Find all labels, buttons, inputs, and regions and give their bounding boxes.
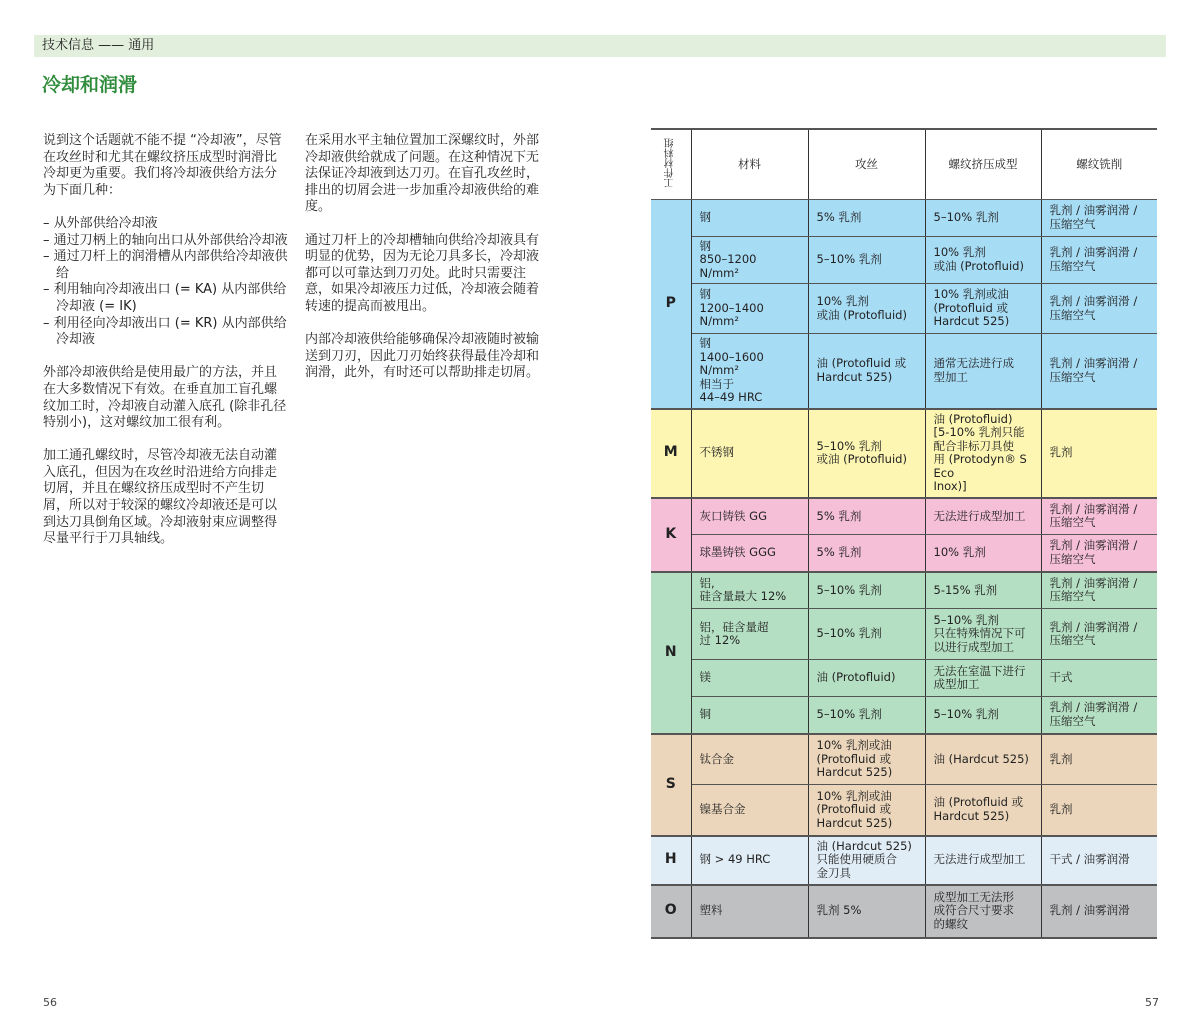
header-tapping: 攻丝 — [808, 129, 925, 199]
cell-text: 5–10% 乳剂 — [816, 252, 882, 266]
cell-forming — [925, 885, 1041, 938]
cell-text: (Protofluid 或 — [816, 802, 891, 816]
cell-text: 10% 乳剂 — [933, 245, 986, 260]
intro-paragraph: 说到这个话题就不能不提 “冷却液”，尽管在攻丝时和尤其在螺纹挤压成型时润滑比冷却更为重要。我们将冷却液供给方法分为下面几种： — [43, 133, 282, 198]
table-body — [651, 199, 1157, 938]
cell-milling — [1041, 572, 1157, 609]
table-row — [651, 572, 1157, 609]
cell-text: Hardcut 525) — [816, 765, 893, 779]
cell-forming — [925, 785, 1041, 836]
table-header-row — [651, 129, 1157, 199]
cell-text: 44–49 HRC — [699, 390, 763, 404]
cell-tapping — [808, 836, 925, 885]
cell-text: 5–10% 乳剂 — [816, 582, 882, 597]
cell-text: 的螺纹 — [933, 916, 968, 931]
cell-forming — [925, 535, 1041, 572]
middle-text-column — [305, 133, 550, 399]
cell-text: 1400–1600 N/mm² — [699, 349, 764, 377]
cell-tapping — [808, 334, 925, 409]
cell-text: 镁 — [699, 670, 711, 685]
cell-text: 850–1200 N/mm² — [699, 252, 757, 280]
cell-tapping — [808, 572, 925, 609]
cell-text: 灰口铸铁 GG — [699, 508, 767, 523]
cell-forming — [925, 284, 1041, 334]
cell-text: 10% 乳剂或油 — [816, 738, 892, 752]
cell-text: 成符合尺寸要求 — [933, 903, 1014, 918]
cell-forming — [925, 409, 1041, 498]
cell-tapping — [808, 535, 925, 572]
cell-material — [691, 572, 808, 609]
cell-text: 油 (Protofluid 或 — [933, 795, 1024, 810]
cell-milling — [1041, 836, 1157, 885]
cell-text: 压缩空气 — [1049, 589, 1096, 604]
cell-text: 只能使用硬质合 — [816, 852, 897, 867]
cell-text: 乳剂 / 油雾润滑 / — [1049, 619, 1138, 634]
table-row — [651, 199, 1157, 236]
cell-text: 只在特殊情况下可 — [933, 626, 1026, 641]
cell-text: 硅含量最大 12% — [699, 589, 787, 604]
cell-text: 铝, — [699, 575, 715, 590]
cell-milling — [1041, 409, 1157, 498]
cell-text: [5-10% 乳剂只能 — [933, 425, 1025, 439]
material-group-label: O — [651, 885, 691, 938]
material-group-label: P — [651, 199, 691, 409]
coolant-table — [651, 128, 1157, 939]
table-row — [651, 785, 1157, 836]
cell-material — [691, 609, 808, 660]
cell-text: 型加工 — [933, 369, 968, 384]
cell-material — [691, 334, 808, 409]
table-row — [651, 836, 1157, 885]
cell-text: 不锈钢 — [699, 445, 734, 460]
paragraph: 通过刀杆上的冷却槽轴向供给冷却液具有明显的优势，因为无论刀具多长，冷却液都可以可靠达到刀刃处。此时只需要注意，如果冷却液压力过低，冷却液会随着转速的提高而被甩出。 — [305, 232, 540, 314]
cell-text: 钢 — [699, 209, 711, 224]
cell-text: 球墨铸铁 GGG — [699, 545, 776, 559]
cell-forming — [925, 199, 1041, 236]
cell-tapping — [808, 697, 925, 734]
cell-forming — [925, 498, 1041, 535]
table-row — [651, 409, 1157, 498]
cell-text: 压缩空气 — [1049, 216, 1096, 231]
cell-forming — [925, 572, 1041, 609]
cell-text: 无法进行成型加工 — [933, 508, 1026, 523]
cell-text: 用 (Protodyn® S Eco — [933, 452, 1027, 480]
table-row — [651, 885, 1157, 938]
cell-text: 钢 > 49 HRC — [699, 852, 771, 867]
cell-text: 5% 乳剂 — [816, 545, 862, 559]
cell-tapping — [808, 785, 925, 836]
cell-text: 乳剂 — [1049, 802, 1073, 816]
cell-text: 5% 乳剂 — [816, 508, 862, 523]
cell-text: 乳剂 / 油雾润滑 — [1049, 903, 1130, 918]
material-group-label: H — [651, 836, 691, 885]
cell-milling — [1041, 734, 1157, 785]
cell-milling — [1041, 697, 1157, 734]
cell-text: 通常无法进行成 — [933, 356, 1014, 371]
table-row — [651, 334, 1157, 409]
cell-text: 油 (Protofluid 或 — [816, 356, 907, 371]
page-title: 冷却和润滑 — [42, 74, 138, 96]
cell-text: 压缩空气 — [1049, 258, 1096, 273]
cell-tapping — [808, 609, 925, 660]
cell-text: 乳剂 / 油雾润滑 / — [1049, 356, 1138, 371]
cell-text: 成型加工 — [933, 677, 980, 691]
cell-text: 金刀具 — [816, 865, 851, 880]
cell-text: 乳剂 / 油雾润滑 / — [1049, 245, 1138, 260]
cell-text: 或油 (Protofluid) — [816, 452, 907, 466]
cell-text: 或油 (Protofluid) — [933, 258, 1024, 273]
cell-text: 配合非标刀具使 — [933, 438, 1014, 453]
cell-milling — [1041, 199, 1157, 236]
cell-tapping — [808, 236, 925, 284]
table-row — [651, 284, 1157, 334]
cell-text: 以进行成型加工 — [933, 639, 1014, 654]
cell-text: 过 12% — [699, 633, 741, 647]
cell-tapping — [808, 498, 925, 535]
cell-material — [691, 535, 808, 572]
table-row — [651, 535, 1157, 572]
cell-text: 钢 — [699, 336, 711, 350]
cell-material — [691, 660, 808, 697]
paragraph: 外部冷却液供给是使用最广的方法，并且在大多数情况下有效。在垂直加工盲孔螺纹加工时，冷却液自动灌入底孔 (除非孔径特别小)，这对螺纹加工很有利。 — [43, 365, 287, 431]
cell-text: 铜 — [699, 707, 711, 721]
cell-text: 乳剂 / 油雾润滑 / — [1049, 501, 1138, 516]
cell-text: 无法在室温下进行 — [933, 663, 1026, 678]
cell-material — [691, 409, 808, 498]
table-row — [651, 236, 1157, 284]
cell-tapping — [808, 734, 925, 785]
cell-forming — [925, 334, 1041, 409]
cell-text: 压缩空气 — [1049, 713, 1096, 728]
cell-text: 乳剂 / 油雾润滑 / — [1049, 203, 1138, 217]
table-row — [651, 734, 1157, 785]
cell-text: (Protofluid 或 — [816, 751, 891, 766]
cell-text: 乳剂 / 油雾润滑 / — [1049, 538, 1138, 553]
coolant-methods-list — [43, 216, 288, 349]
cell-text: 乳剂 / 油雾润滑 / — [1049, 294, 1138, 308]
cell-material — [691, 836, 808, 885]
cell-material — [691, 734, 808, 785]
section-header-band — [34, 35, 1166, 57]
material-group-label: K — [651, 498, 691, 572]
paragraph: 内部冷却液供给能够确保冷却液随时被输送到刀刃，因此刀刃始终获得最佳冷却和润滑，此外，有时还可以帮助排走切屑。 — [305, 332, 540, 381]
cell-tapping — [808, 199, 925, 236]
cell-milling — [1041, 284, 1157, 334]
cell-text: Hardcut 525) — [816, 369, 893, 384]
cell-text: 压缩空气 — [1049, 551, 1096, 566]
cell-text: 或油 (Protofluid) — [816, 307, 907, 322]
cell-text: 5–10% 乳剂 — [816, 438, 882, 453]
cell-forming — [925, 836, 1041, 885]
cell-milling — [1041, 334, 1157, 409]
cell-text: 5–10% 乳剂 — [933, 612, 999, 627]
material-group-label: S — [651, 734, 691, 836]
cell-milling — [1041, 885, 1157, 938]
left-text-column — [43, 133, 288, 564]
cell-text: 压缩空气 — [1049, 515, 1096, 530]
cell-text: 镍基合金 — [699, 802, 746, 816]
cell-forming — [925, 660, 1041, 697]
cell-text: 油 (Protofluid) — [933, 411, 1013, 426]
header-material: 材料 — [691, 129, 808, 199]
cell-text: 5–10% 乳剂 — [933, 209, 999, 224]
cell-milling — [1041, 236, 1157, 284]
cell-text: 10% 乳剂或油 — [933, 287, 1009, 302]
cell-text: 相当于 — [699, 376, 734, 391]
cell-text: 10% 乳剂或油 — [816, 788, 892, 803]
cell-tapping — [808, 284, 925, 334]
cell-forming — [925, 697, 1041, 734]
table-row — [651, 660, 1157, 697]
material-group-label: M — [651, 409, 691, 498]
list-item: – 通过刀柄上的轴向出口从外部供给冷却液 — [43, 232, 288, 248]
cell-text: 钢 — [699, 238, 711, 253]
cell-text: 乳剂 — [1049, 751, 1073, 766]
header-milling: 螺纹铣削 — [1041, 129, 1157, 199]
header-forming: 螺纹挤压成型 — [925, 129, 1041, 199]
breadcrumb: 技术信息 —— 通用 — [42, 38, 155, 53]
cell-milling — [1041, 660, 1157, 697]
cell-forming — [925, 236, 1041, 284]
material-group-label: N — [651, 572, 691, 734]
page-number-left: 56 — [43, 996, 57, 1009]
header-material-group: 工件材料组 — [651, 129, 691, 199]
cell-text: 压缩空气 — [1049, 369, 1096, 384]
list-item: – 通过刀杆上的润滑槽从内部供给冷却液供给 — [43, 249, 288, 281]
cell-milling — [1041, 498, 1157, 535]
cell-text: (Protofluid 或 — [933, 300, 1008, 315]
cell-milling — [1041, 535, 1157, 572]
cell-text: 铝，硅含量超 — [699, 619, 769, 634]
table-row — [651, 697, 1157, 734]
cell-tapping — [808, 660, 925, 697]
cell-text: 压缩空气 — [1049, 307, 1096, 322]
cell-text: 钛合金 — [699, 751, 734, 766]
cell-text: 5% 乳剂 — [816, 209, 862, 224]
cell-text: 10% 乳剂 — [933, 545, 986, 559]
list-item: – 利用径向冷却液出口 (= KR) 从内部供给冷却液 — [43, 315, 287, 348]
cell-material — [691, 199, 808, 236]
cell-text: Hardcut 525) — [933, 808, 1010, 823]
paragraph: 加工通孔螺纹时，尽管冷却液无法自动灌入底孔，但因为在攻丝时沿进给方向排走切屑，并且在螺纹挤压成型时不产生切屑，所以对于较深的螺纹冷却液还是可以到达刀具倒角区域。冷却液射束应调整得尽量平行于刀具轴线。 — [43, 448, 278, 547]
table-row — [651, 498, 1157, 535]
paragraph: 在采用水平主轴位置加工深螺纹时，外部冷却液供给就成了问题。在这种情况下无法保证冷却液到达刀刃。在盲孔攻丝时，排出的切屑会进一步加重冷却液供给的难度。 — [305, 133, 540, 215]
cell-forming — [925, 609, 1041, 660]
cell-material — [691, 236, 808, 284]
cell-tapping — [808, 885, 925, 938]
cell-material — [691, 284, 808, 334]
cell-text: 钢 — [699, 287, 711, 302]
page-number-right: 57 — [1145, 996, 1159, 1009]
cell-tapping — [808, 409, 925, 498]
cell-text: 5–10% 乳剂 — [816, 707, 882, 721]
cell-material — [691, 785, 808, 836]
cell-text: 干式 / 油雾润滑 — [1049, 852, 1130, 867]
cell-text: 10% 乳剂 — [816, 294, 869, 308]
cell-text: 乳剂 / 油雾润滑 / — [1049, 700, 1138, 715]
cell-text: 油 (Hardcut 525) — [816, 838, 912, 853]
cell-text: 油 (Protofluid) — [816, 670, 896, 685]
cell-text: 1200–1400 N/mm² — [699, 300, 764, 329]
cell-text: 乳剂 / 油雾润滑 / — [1049, 575, 1138, 590]
cell-text: 乳剂 5% — [816, 903, 862, 918]
cell-material — [691, 697, 808, 734]
cell-text: 5–10% 乳剂 — [816, 626, 882, 641]
cell-text: 乳剂 — [1049, 445, 1073, 460]
cell-forming — [925, 734, 1041, 785]
list-item: – 从外部供给冷却液 — [43, 215, 158, 231]
list-item: – 利用轴向冷却液出口 (= KA) 从内部供给冷却液 (= IK) — [43, 282, 287, 314]
cell-milling — [1041, 785, 1157, 836]
cell-text: Inox)] — [933, 479, 967, 493]
cell-milling — [1041, 609, 1157, 660]
cell-material — [691, 885, 808, 938]
cell-text: Hardcut 525) — [816, 815, 893, 830]
cell-material — [691, 498, 808, 535]
cell-text: 干式 — [1049, 670, 1073, 685]
table-row — [651, 609, 1157, 660]
cell-text: 油 (Hardcut 525) — [933, 751, 1029, 766]
cell-text: 塑料 — [699, 903, 723, 918]
cell-text: 5-15% 乳剂 — [933, 582, 998, 597]
cell-text: 无法进行成型加工 — [933, 852, 1026, 867]
cell-text: 压缩空气 — [1049, 633, 1096, 647]
cell-text: Hardcut 525) — [933, 314, 1010, 329]
cell-text: 5–10% 乳剂 — [933, 707, 999, 721]
cell-text: 成型加工无法形 — [933, 889, 1014, 904]
